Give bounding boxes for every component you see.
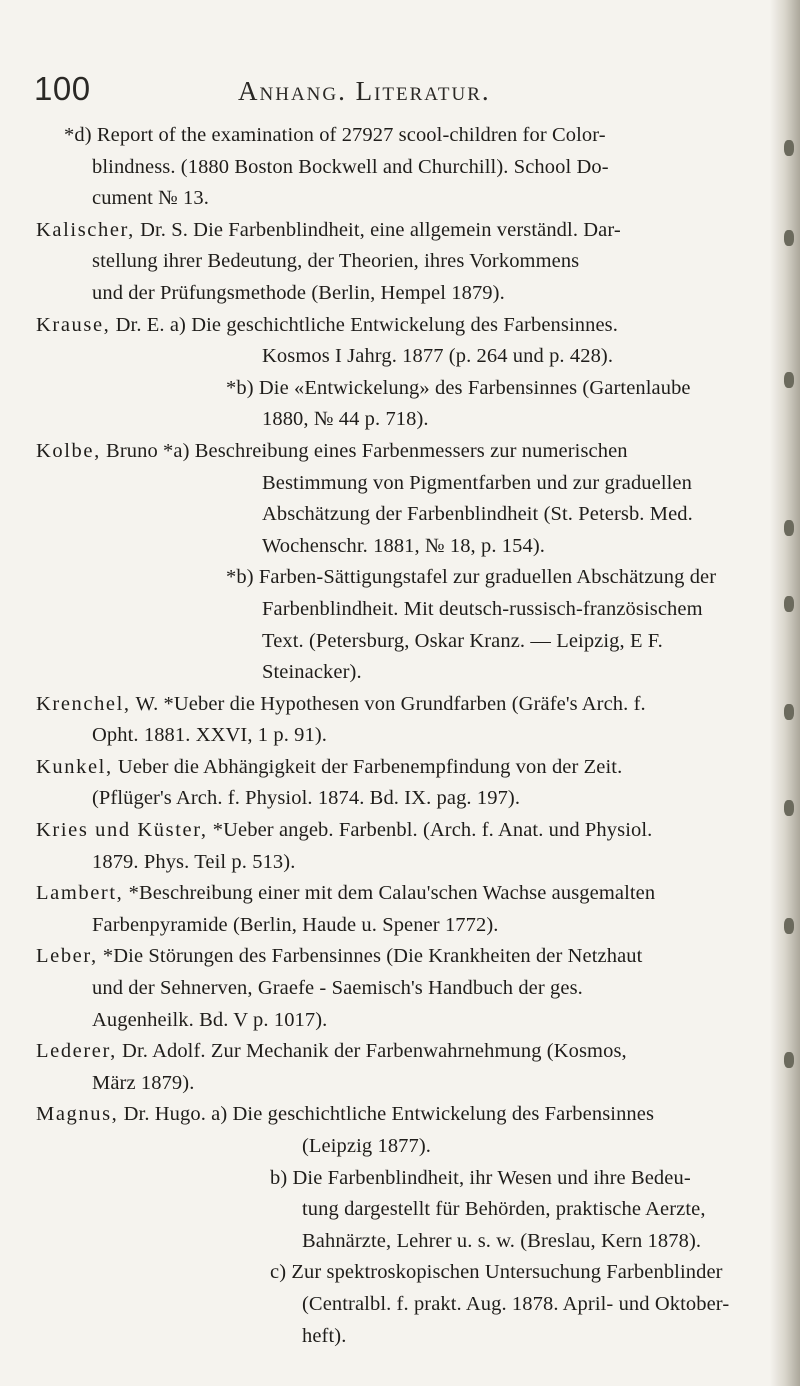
- entry-label: Bruno *a): [100, 439, 190, 462]
- entry-text: *Ueber angeb. Farbenbl. (Arch. f. Anat. und Physiol.: [207, 819, 653, 842]
- entry-line: [36, 689, 762, 721]
- entry-line: *d) Report of the examination of 27927 scool-children for Color-: [64, 124, 606, 146]
- entry-line: [36, 815, 762, 847]
- entry-label: Dr. E. a): [110, 313, 186, 336]
- entry-text: Zur spektroskopischen Untersuchung Farbenblinder: [291, 1261, 723, 1284]
- entry-text: Die «Entwickelung» des Farbensinnes (Gartenlaube: [258, 376, 691, 399]
- bibliography-entry-magnus: [36, 1099, 762, 1352]
- bibliography-entry-lambert: [36, 878, 762, 941]
- binding-mark: [784, 918, 794, 934]
- entry-line: [36, 310, 762, 342]
- entry-text: *Die Störungen des Farbensinnes (Die Krankheiten der Netzhaut: [97, 945, 643, 968]
- entry-line: heft).: [302, 1324, 347, 1347]
- bibliography-entry-kalischer: [36, 215, 762, 310]
- entry-line: tung dargestellt für Behörden, praktische Aerzte,: [302, 1198, 706, 1221]
- entry-line: [36, 1257, 762, 1289]
- entry-line: Farbenpyramide (Berlin, Haude u. Spener 1772).: [92, 913, 499, 936]
- entry-line: (Pflüger's Arch. f. Physiol. 1874. Bd. IX. pag. 197).: [92, 787, 521, 810]
- entry-line: [36, 941, 762, 973]
- entry-text: Die geschichtliche Entwickelung des Farbensinnes: [232, 1103, 655, 1126]
- entry-line: Opht. 1881. XXVI, 1 p. 91).: [92, 724, 328, 747]
- entry-line: Steinacker).: [262, 661, 362, 684]
- author-name: Kunkel,: [36, 755, 113, 778]
- entry-line: März 1879).: [92, 1071, 195, 1094]
- author-name: Leber,: [36, 945, 98, 968]
- binding-mark: [784, 1052, 794, 1068]
- author-name: Krenchel,: [36, 692, 131, 715]
- binding-mark: [784, 140, 794, 156]
- entry-label: c): [270, 1261, 287, 1284]
- entry-line: Bahnärzte, Lehrer u. s. w. (Breslau, Kern 1878).: [302, 1229, 702, 1252]
- entry-line: und der Sehnerven, Graefe - Saemisch's Handbuch der ges.: [92, 977, 583, 1000]
- entry-line: Wochenschr. 1881, № 18, p. 154).: [262, 534, 546, 557]
- entry-label: *b): [226, 566, 254, 589]
- entry-line: 1880, № 44 p. 718).: [262, 408, 429, 431]
- entry-text: Dr. Adolf. Zur Mechanik der Farbenwahrnehmung (Kosmos,: [116, 1040, 627, 1063]
- entry-line: [36, 436, 762, 468]
- entry-line: (Centralbl. f. prakt. Aug. 1878. April- und Oktober-: [302, 1292, 730, 1315]
- bibliography-list: [36, 120, 762, 1352]
- entry-text: W. *Ueber die Hypothesen von Grundfarben (Gräfe's Arch. f.: [130, 692, 646, 715]
- entry-line: [36, 1163, 762, 1195]
- entry-text: Die geschichtliche Entwickelung des Farbensinnes.: [191, 313, 618, 336]
- author-name: Krause,: [36, 313, 111, 336]
- entry-line: cument № 13.: [92, 187, 209, 210]
- entry-line: Bestimmung von Pigmentfarben und zur graduellen: [262, 471, 692, 494]
- entry-text: Farben-Sättigungstafel zur graduellen Abschätzung der: [258, 566, 717, 589]
- author-name: Kries und Küster,: [36, 819, 208, 842]
- entry-text: Beschreibung eines Farbenmessers zur numerischen: [194, 439, 628, 462]
- bibliography-entry-report: [36, 120, 762, 215]
- binding-mark: [784, 230, 794, 246]
- author-name: Lambert,: [36, 882, 124, 905]
- entry-line: [36, 1036, 762, 1068]
- bibliography-entry-krenchel: [36, 689, 762, 752]
- page-number: 100: [34, 70, 91, 107]
- entry-line: Farbenblindheit. Mit deutsch-russisch-französischem: [262, 597, 703, 620]
- entry-line: [36, 215, 762, 247]
- bibliography-entry-kunkel: [36, 752, 762, 815]
- entry-line: [36, 752, 762, 784]
- bibliography-entry-lederer: [36, 1036, 762, 1099]
- entry-line: Augenheilk. Bd. V p. 1017).: [92, 1008, 328, 1031]
- entry-label: Dr. Hugo. a): [118, 1103, 228, 1126]
- author-name: Lederer,: [36, 1040, 117, 1063]
- binding-mark: [784, 596, 794, 612]
- binding-mark: [784, 800, 794, 816]
- entry-text: *Beschreibung einer mit dem Calau'schen Wachse ausgemalten: [123, 882, 656, 905]
- entry-line: [36, 878, 762, 910]
- binding-mark: [784, 520, 794, 536]
- entry-line: und der Prüfungsmethode (Berlin, Hempel 1879).: [92, 281, 505, 304]
- bibliography-entry-krause: [36, 310, 762, 436]
- page-edge-shadow: [770, 0, 800, 1386]
- entry-line: (Leipzig 1877).: [302, 1135, 432, 1157]
- entry-line: Kosmos I Jahrg. 1877 (p. 264 und p. 428).: [262, 345, 614, 368]
- entry-line: stellung ihrer Bedeutung, der Theorien, ihres Vorkommens: [92, 250, 580, 273]
- entry-text: Dr. S. Die Farbenblindheit, eine allgemein verständl. Dar-: [134, 218, 621, 241]
- author-name: Kolbe,: [36, 439, 101, 462]
- binding-mark: [784, 704, 794, 720]
- entry-text: Die Farbenblindheit, ihr Wesen und ihre Bedeu-: [292, 1166, 691, 1189]
- entry-line: blindness. (1880 Boston Bockwell and Churchill). School Do-: [92, 155, 609, 178]
- entry-text: Ueber die Abhängigkeit der Farbenempfindung von der Zeit.: [112, 755, 623, 778]
- entry-line: [36, 1099, 762, 1131]
- binding-mark: [784, 372, 794, 388]
- running-head: Anhang. Literatur.: [238, 76, 491, 106]
- entry-line: Abschätzung der Farbenblindheit (St. Petersb. Med.: [262, 503, 693, 526]
- entry-line: 1879. Phys. Teil p. 513).: [92, 850, 296, 873]
- entry-line: [36, 562, 762, 594]
- entry-label: b): [270, 1166, 288, 1189]
- entry-label: *b): [226, 376, 254, 399]
- author-name: Magnus,: [36, 1103, 119, 1126]
- author-name: Kalischer,: [36, 218, 135, 241]
- bibliography-entry-kolbe: [36, 436, 762, 689]
- entry-line: [36, 373, 762, 405]
- bibliography-entry-kries: [36, 815, 762, 878]
- entry-line: Text. (Petersburg, Oskar Kranz. — Leipzig, E F.: [262, 629, 663, 652]
- bibliography-entry-leber: [36, 941, 762, 1036]
